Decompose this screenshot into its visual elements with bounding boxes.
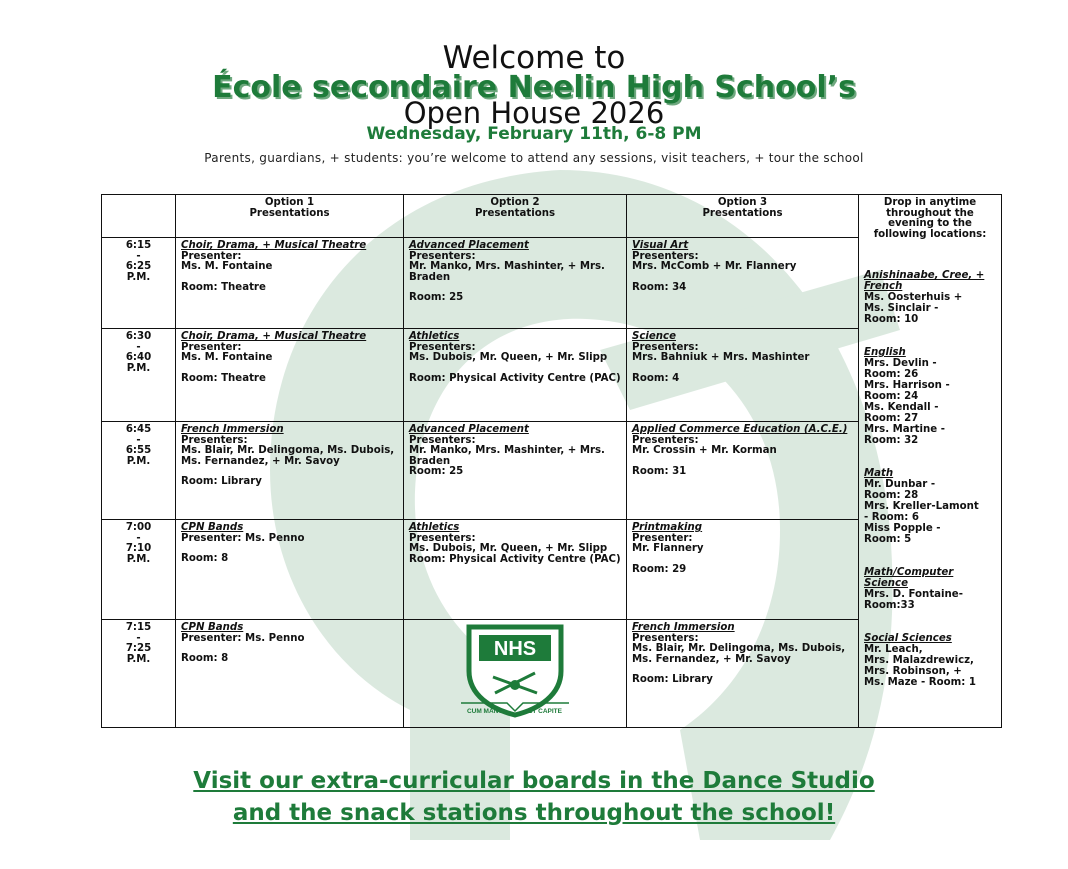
session-cell: Visual Art Presenters: Mrs. McComb + Mr. Flannery Room: 34: [627, 238, 859, 329]
session-cell: CPN Bands Presenter: Ms. Penno Room: 8: [176, 620, 404, 728]
time-cell: 6:45 - 6:55 P.M.: [102, 422, 176, 520]
svg-text:CUM MANU: CUM MANU: [466, 708, 504, 715]
col-header-option3: Option 3 Presentations: [627, 195, 859, 238]
footer-message: [0, 765, 1068, 829]
svg-text:NHS: NHS: [493, 638, 537, 660]
session-cell: Applied Commerce Education (A.C.E.) Presenters: Mr. Crossin + Mr. Korman Room: 31: [627, 422, 859, 520]
session-cell: Advanced Placement Presenters: Mr. Manko, Mrs. Mashinter, + Mrs. Braden Room: 25: [404, 238, 627, 329]
session-cell: Choir, Drama, + Musical Theatre Presenter: Ms. M. Fontaine Room: Theatre: [176, 329, 404, 422]
school-name: École secondaire Neelin High School’s: [212, 70, 856, 105]
drop-in-section: English Mrs. Devlin - Room: 26 Mrs. Harrison - Room: 24 Ms. Kendall - Room: 27 Mrs. Martine - Room: 32: [864, 347, 950, 446]
session-cell: French Immersion Presenters: Ms. Blair, Mr. Delingoma, Ms. Dubois, Ms. Fernandez, + Mr. Savoy Room: Library: [176, 422, 404, 520]
drop-in-section: Anishinaabe, Cree, + French Ms. Oosterhuis + Ms. Sinclair - Room: 10: [864, 270, 985, 325]
col-header-option1: Option 1 Presentations: [176, 195, 404, 238]
corner-cell: [102, 195, 176, 238]
svg-text:ET CAPITE: ET CAPITE: [528, 708, 562, 715]
event-date: Wednesday, February 11th, 6-8 PM: [366, 124, 702, 144]
session-cell: Choir, Drama, + Musical Theatre Presenter: Ms. M. Fontaine Room: Theatre: [176, 238, 404, 329]
session-cell: Advanced Placement Presenters: Mr. Manko, Mrs. Mashinter, + Mrs. Braden Room: 25: [404, 422, 627, 520]
table-header-row: [102, 195, 1002, 238]
nhs-crest-logo: [455, 623, 575, 719]
footer-line: and the snack stations throughout the school!: [232, 800, 836, 826]
session-cell: Athletics Presenters: Ms. Dubois, Mr. Queen, + Mr. Slipp Room: Physical Activity Centre (PAC): [404, 520, 627, 620]
footer-line: Visit our extra-curricular boards in the Dance Studio: [193, 768, 875, 794]
drop-in-heading: Drop in anytime throughout the evening to the following locations:: [873, 197, 987, 240]
drop-in-section: Social Sciences Mr. Leach, Mrs. Malazdrewicz, Mrs. Robinson, + Ms. Maze - Room: 1: [864, 633, 976, 688]
drop-in-column: [859, 195, 1002, 728]
drop-in-section: Math/Computer Science Mrs. D. Fontaine- Room:33: [864, 567, 963, 611]
drop-in-section: Math Mr. Dunbar - Room: 28 Mrs. Kreller-Lamont - Room: 6 Miss Popple - Room: 5: [864, 468, 979, 545]
school-logo-cell: [404, 620, 627, 728]
col-header-option2: Option 2 Presentations: [404, 195, 627, 238]
time-cell: 6:30 - 6:40 P.M.: [102, 329, 176, 422]
session-cell: Athletics Presenters: Ms. Dubois, Mr. Queen, + Mr. Slipp Room: Physical Activity Centre (PAC): [404, 329, 627, 422]
session-cell: CPN Bands Presenter: Ms. Penno Room: 8: [176, 520, 404, 620]
event-title: Open House 2026: [403, 96, 665, 130]
time-cell: 6:15 - 6:25 P.M.: [102, 238, 176, 329]
session-cell: Printmaking Presenter: Mr. Flannery Room: 29: [627, 520, 859, 620]
session-cell: French Immersion Presenters: Ms. Blair, Mr. Delingoma, Ms. Dubois, Ms. Fernandez, + Mr. Savoy Room: Library: [627, 620, 859, 728]
schedule-table: [101, 194, 1002, 728]
welcome-text: Welcome to: [442, 40, 626, 76]
session-cell: Science Presenters: Mrs. Bahniuk + Mrs. Mashinter Room: 4: [627, 329, 859, 422]
time-cell: 7:00 - 7:10 P.M.: [102, 520, 176, 620]
time-cell: 7:15 - 7:25 P.M.: [102, 620, 176, 728]
event-subtitle: Parents, guardians, + students: you’re welcome to attend any sessions, visit teachers, + tour the school: [204, 151, 864, 165]
